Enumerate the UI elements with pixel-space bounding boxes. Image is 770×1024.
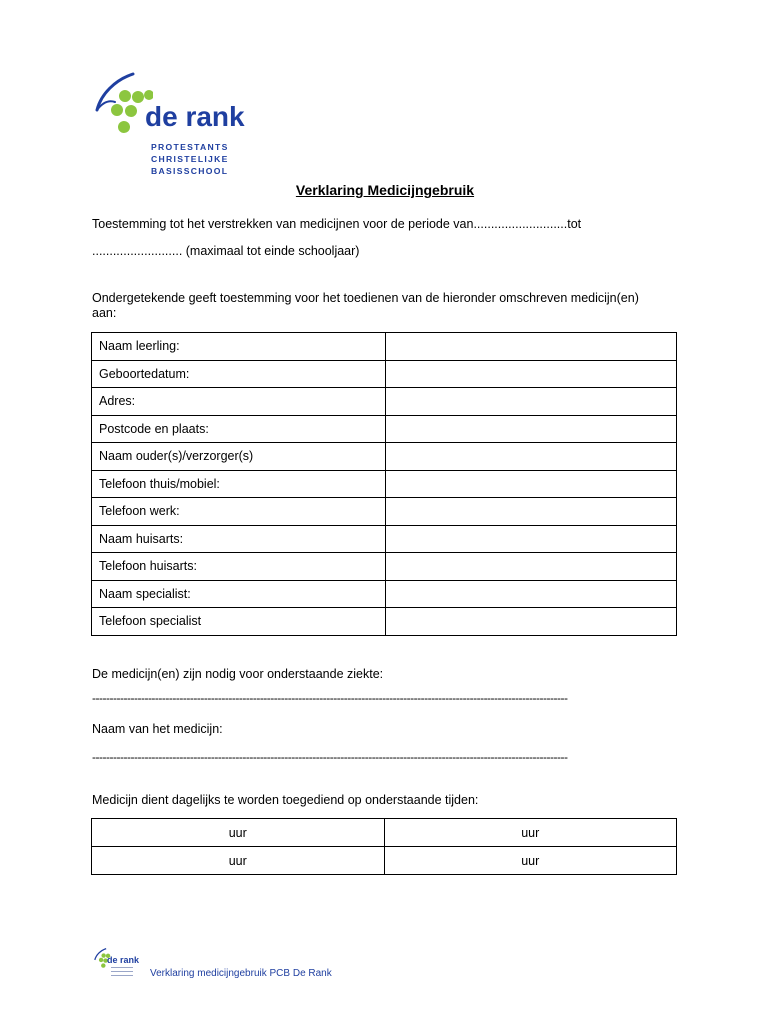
footer-text: Verklaring medicijngebruik PCB De Rank	[150, 968, 332, 979]
table-row	[92, 525, 677, 553]
footer-logo-subline	[111, 967, 133, 968]
time-cell[interactable]: uur	[384, 847, 677, 875]
logo-line-2: CHRISTELIJKE	[151, 154, 229, 164]
field-value-cell[interactable]	[386, 333, 677, 361]
period-line-2: .......................... (maximaal tot einde schooljaar)	[92, 244, 360, 258]
logo-line-3: BASISSCHOOL	[151, 166, 229, 176]
time-cell[interactable]: uur	[384, 819, 677, 847]
field-label: Naam huisarts:	[92, 525, 386, 553]
field-label: Postcode en plaats:	[92, 415, 386, 443]
logo-line-1: PROTESTANTS	[151, 142, 229, 152]
table-row	[92, 415, 677, 443]
administration-times-table	[91, 818, 677, 875]
document-title: Verklaring Medicijngebruik	[295, 182, 475, 198]
time-cell[interactable]: uur	[92, 819, 385, 847]
table-row	[92, 498, 677, 526]
times-row	[92, 847, 677, 875]
consent-line-1: Ondergetekende geeft toestemming voor het toedienen van de hieronder omschreven medicijn(en)	[92, 291, 639, 305]
field-value-cell[interactable]	[386, 388, 677, 416]
field-value-cell[interactable]	[386, 608, 677, 636]
field-value-cell[interactable]	[386, 360, 677, 388]
field-label: Telefoon werk:	[92, 498, 386, 526]
field-label: Adres:	[92, 388, 386, 416]
grape-logo-icon	[93, 72, 153, 142]
field-label: Telefoon thuis/mobiel:	[92, 470, 386, 498]
table-row	[92, 553, 677, 581]
times-row	[92, 819, 677, 847]
student-info-table	[91, 332, 677, 636]
field-value-cell[interactable]	[386, 553, 677, 581]
medicine-entry-line[interactable]: ----------------------------------------------------------------------------------------------------------------------------------------	[92, 750, 568, 764]
times-label: Medicijn dient dagelijks te worden toegediend op onderstaande tijden:	[92, 793, 479, 807]
footer-logo-subline	[111, 971, 133, 972]
footer-logo-subline	[111, 975, 133, 976]
field-label: Geboortedatum:	[92, 360, 386, 388]
medicine-label: Naam van het medicijn:	[92, 722, 223, 736]
table-row	[92, 360, 677, 388]
consent-line-2: aan:	[92, 306, 117, 320]
table-row	[92, 470, 677, 498]
field-label: Naam leerling:	[92, 333, 386, 361]
field-value-cell[interactable]	[386, 525, 677, 553]
field-value-cell[interactable]	[386, 498, 677, 526]
table-row	[92, 388, 677, 416]
table-row	[92, 443, 677, 471]
field-value-cell[interactable]	[386, 415, 677, 443]
time-cell[interactable]: uur	[92, 847, 385, 875]
footer-logo	[93, 948, 153, 982]
table-row	[92, 333, 677, 361]
field-value-cell[interactable]	[386, 443, 677, 471]
illness-entry-line[interactable]: ----------------------------------------------------------------------------------------------------------------------------------------	[92, 691, 568, 705]
illness-label: De medicijn(en) zijn nodig voor onderstaande ziekte:	[92, 667, 384, 681]
field-label: Telefoon huisarts:	[92, 553, 386, 581]
table-row	[92, 608, 677, 636]
footer-logo-name: de rank	[107, 955, 140, 965]
field-label: Naam ouder(s)/verzorger(s)	[92, 443, 386, 471]
school-logo	[93, 72, 268, 178]
field-value-cell[interactable]	[386, 580, 677, 608]
logo-name: de rank	[145, 101, 245, 132]
field-label: Telefoon specialist	[92, 608, 386, 636]
table-row	[92, 580, 677, 608]
field-value-cell[interactable]	[386, 470, 677, 498]
period-line-1: Toestemming tot het verstrekken van medicijnen voor de periode van...........................tot	[92, 217, 582, 231]
field-label: Naam specialist:	[92, 580, 386, 608]
